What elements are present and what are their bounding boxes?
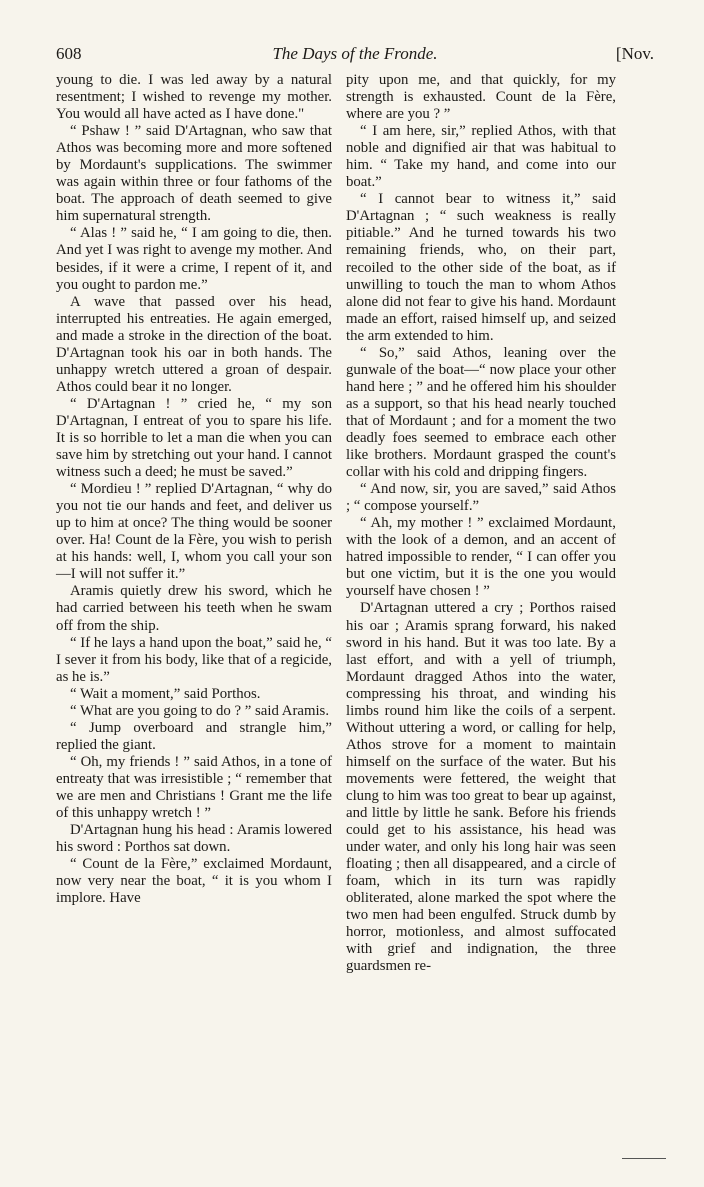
footer-rule	[622, 1158, 666, 1159]
paragraph: “ Oh, my friends ! ” said Athos, in a tone of entreaty that was irresistible ; “ remember that we are men and Christians ! Grant me the life of this unhappy wretch ! ”	[56, 753, 332, 822]
paragraph: “ Alas ! ” said he, “ I am going to die, then. And yet I was right to avenge my mother. And besides, if it were a crime, I repent of it, and you ought to pardon me.”	[56, 225, 332, 293]
paragraph: young to die. I was led away by a natural resentment; I wished to revenge my mother. You would all have acted as I have done."	[56, 72, 332, 123]
paragraph: “ Count de la Fère,” exclaimed Mordaunt, now very near the boat, “ it is you whom I implore. Have	[56, 856, 332, 907]
paragraph: “ What are you going to do ? ” said Aramis.	[70, 702, 330, 719]
paragraph: “ Ah, my mother ! ” exclaimed Mordaunt, with the look of a demon, and an accent of hatred impossible to render, “ I can offer you but one victim, but it is the one you would yourself have chosen ! ”	[346, 515, 616, 600]
paragraph: “ I cannot bear to witness it,” said D'Artagnan ; “ such weakness is really pitiable.” And he turned towards his two remaining friends, who, on their part, recoiled to the other side of the boat, as if unwilling to touch the man to whom Athos alone did not fear to give his hand. Mordaunt made an effort, raised himself up, and seized the arm extended to him.	[346, 191, 616, 344]
paragraph: “ Jump overboard and strangle him,” replied the giant.	[56, 719, 332, 753]
paragraph: “ And now, sir, you are saved,” said Athos ; “ compose yourself.”	[346, 481, 616, 515]
paragraph: Aramis quietly drew his sword, which he had carried between his teeth when he swam off from the ship.	[56, 583, 332, 634]
paragraph: “ So,” said Athos, leaning over the gunwale of the boat—“ now place your other hand here ; ” and he offered him his shoulder as a support, so that his head nearly touched that of Mordaunt ; and for a moment the two deadly foes seemed to embrace each other like brothers. Mordaunt grasped the count's collar with his cold and dripping fingers.	[346, 344, 616, 481]
page-number: 608	[56, 44, 82, 63]
right-column	[346, 72, 616, 975]
paragraph: “ I am here, sir,” replied Athos, with that noble and dignified air that was habitual to him. “ Take my hand, and come into our boat.”	[346, 123, 616, 191]
page-header	[56, 44, 654, 68]
paragraph: D'Artagnan hung his head : Aramis lowered his sword : Porthos sat down.	[56, 822, 332, 856]
issue-marker: [Nov.	[615, 44, 654, 63]
left-column	[56, 72, 332, 907]
paragraph: “ D'Artagnan ! ” cried he, “ my son D'Artagnan, I entreat of you to spare his life. It is so horrible to let a man die when you can save him by stretching out your hand. I cannot witness such a deed; he must be saved.”	[56, 395, 332, 481]
paragraph: pity upon me, and that quickly, for my strength is exhausted. Count de la Fère, where are you ? ”	[346, 72, 616, 123]
paragraph: “ If he lays a hand upon the boat,” said he, “ I sever it from his body, like that of a regicide, as he is.”	[56, 634, 332, 685]
paragraph: A wave that passed over his head, interrupted his entreaties. He again emerged, and made a stroke in the direction of the boat. D'Artagnan took his oar in both hands. The unhappy wretch uttered a groan of despair. Athos could bear it no longer.	[56, 293, 332, 395]
paragraph: D'Artagnan uttered a cry ; Porthos raised his oar ; Aramis sprang forward, his naked sword in his hand. But it was too late. By a last effort, and with a yell of triumph, Mordaunt dragged Athos into the water, compressing his throat, and winding his limbs round him like the coils of a serpent. Without uttering a word, or calling for help, Athos strove for a moment to maintain himself on the surface of the water. But his movements were fettered, the weight that clung to him was too great to bear up against, and little by little he sank. Before his friends could get to his assistance, his head was under water, and only his long hair was seen floating ; then all disappeared, and a circle of foam, which in its turn was rapidly obliterated, alone marked the spot where the two men had been engulfed. Struck dumb by horror, motionless, and almost suffocated with grief and indignation, the three guardsmen re-	[346, 600, 616, 975]
running-title: The Days of the Fronde.	[272, 44, 438, 63]
paragraph: “ Mordieu ! ” replied D'Artagnan, “ why do you not tie our hands and feet, and deliver us up to him at once? The thing would be sooner over. Ha! Count de la Fère, you wish to perish at his hands: well, I, whom you call your son—I will not suffer it.”	[56, 481, 332, 583]
paragraph: “ Wait a moment,” said Porthos.	[70, 685, 261, 702]
paragraph: “ Pshaw ! ” said D'Artagnan, who saw that Athos was becoming more and more softened by Mordaunt's supplications. The swimmer was again within three or four fathoms of the boat. The approach of death seemed to give him supernatural strength.	[56, 123, 332, 225]
